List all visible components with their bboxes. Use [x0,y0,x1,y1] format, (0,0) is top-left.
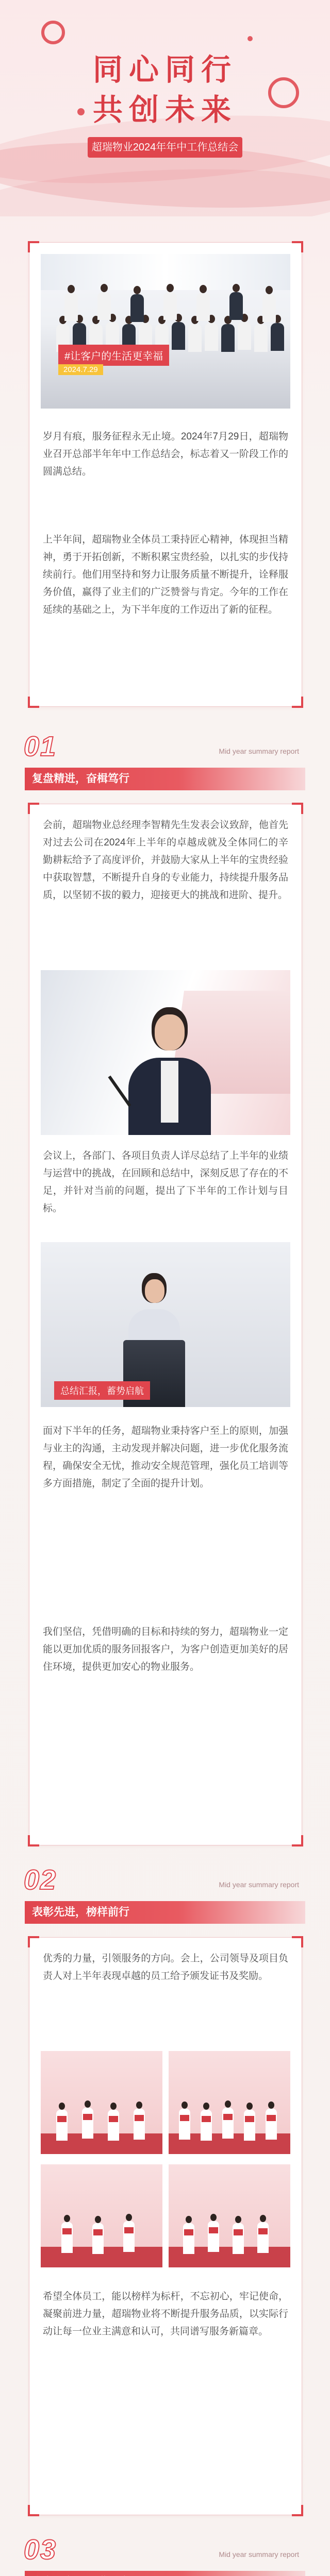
intro-paragraph: 岁月有痕，服务征程永无止境。2024年7月29日，超瑞物业召开总部半年年中工作总结会，标志着又一阶段工作的圆满总结。 [43,431,288,477]
section2-paragraph: 希望全体员工，能以榜样为标杆，不忘初心，牢记使命，凝聚前进力量，超瑞物业将不断提升服务品质，以实际行动让每一位业主满意和认可，共同谱写服务新篇章。 [43,2291,288,2337]
section-number: 02 [24,1865,57,1895]
group-photo [41,254,290,409]
section-english-label: Mid year summary report [219,2550,299,2558]
section-number: 01 [24,731,57,762]
section-title: 复盘精进，奋楫笃行 [32,773,129,785]
section1-card [29,804,302,1845]
section-title-bar [25,2571,305,2576]
header-banner [0,0,330,216]
section1-paragraph: 面对下半年的任务，超瑞物业秉持客户至上的原则，加强与业主的沟通，主动发现并解决问题，进一步优化服务流程，确保安全无忧，推动安全规范管理，强化员工培训等多方面措施，制定了全面的提升计划。 [43,1426,288,1489]
section1-paragraph: 会前，超瑞物业总经理李智精先生发表会议致辞，他首先对过去公司在2024年上半年的卓越成就及全体同仁的辛勤耕耘给予了高度评价，并鼓励大家从上半年的宝贵经验中获取智慧，不断提升自身的专业能力，持续提升服务品质，以坚韧不拔的毅力，迎接更大的挑战和进阶、提升。 [43,820,288,901]
podium-photo [41,1242,290,1407]
section-title: 表彰先进，榜样前行 [32,1906,129,1918]
award-photo [41,2164,162,2267]
section2-paragraph: 优秀的力量，引领服务的方向。会上，公司领导及项目负责人对上半年表现卓越的员工给予颁发证书及奖励。 [43,1953,288,1981]
section2-card [29,1937,302,2515]
page-title-line2: 共创未来 [92,93,237,127]
section-english-label: Mid year summary report [219,747,299,755]
award-photo [41,2051,162,2154]
photo-date: 2024.7.29 [58,364,103,375]
intro-card [29,242,302,707]
speaker-photo [41,970,290,1135]
photo-hashtag: #让客户的生活更幸福 [58,345,169,366]
section-title-bar [25,768,305,790]
section-number: 03 [24,2534,57,2565]
award-photo [169,2164,290,2267]
section-title [32,2571,129,2576]
dot-decoration-icon [248,36,253,41]
ring-decoration-icon [41,21,65,44]
section1-paragraph: 会议上，各部门、各项目负责人详尽总结了上半年的业绩与运营中的挑战，在回顾和总结中，深刻反思了存在的不足，并针对当前的问题，提出了下半年的工作计划与目标。 [43,1150,288,1214]
intro-paragraph: 上半年间，超瑞物业全体员工秉持匠心精神，体现担当精神，勇于开拓创新，不断积累宝贵经验，以扎实的步伐持续前行。他们用坚持和努力让服务质量不断提升，诠释服务价值，赢得了业主们的广泛赞誉与肯定。今年的工作在延续的基础之上，为下半年度的工作迈出了新的征程。 [43,534,288,615]
subtitle-badge: 超瑞物业2024年年中工作总结会 [88,137,242,158]
page-title-line1: 同心同行 [92,53,237,87]
photo-caption: 总结汇报，蓄势启航 [54,1381,150,1400]
section-english-label: Mid year summary report [219,1880,299,1889]
award-photo [169,2051,290,2154]
section1-paragraph: 我们坚信，凭借明确的目标和持续的努力，超瑞物业一定能以更加优质的服务回报客户，为客户创造更加美好的居住环境，提供更加安心的物业服务。 [43,1626,288,1672]
section-title-bar [25,1901,305,1924]
